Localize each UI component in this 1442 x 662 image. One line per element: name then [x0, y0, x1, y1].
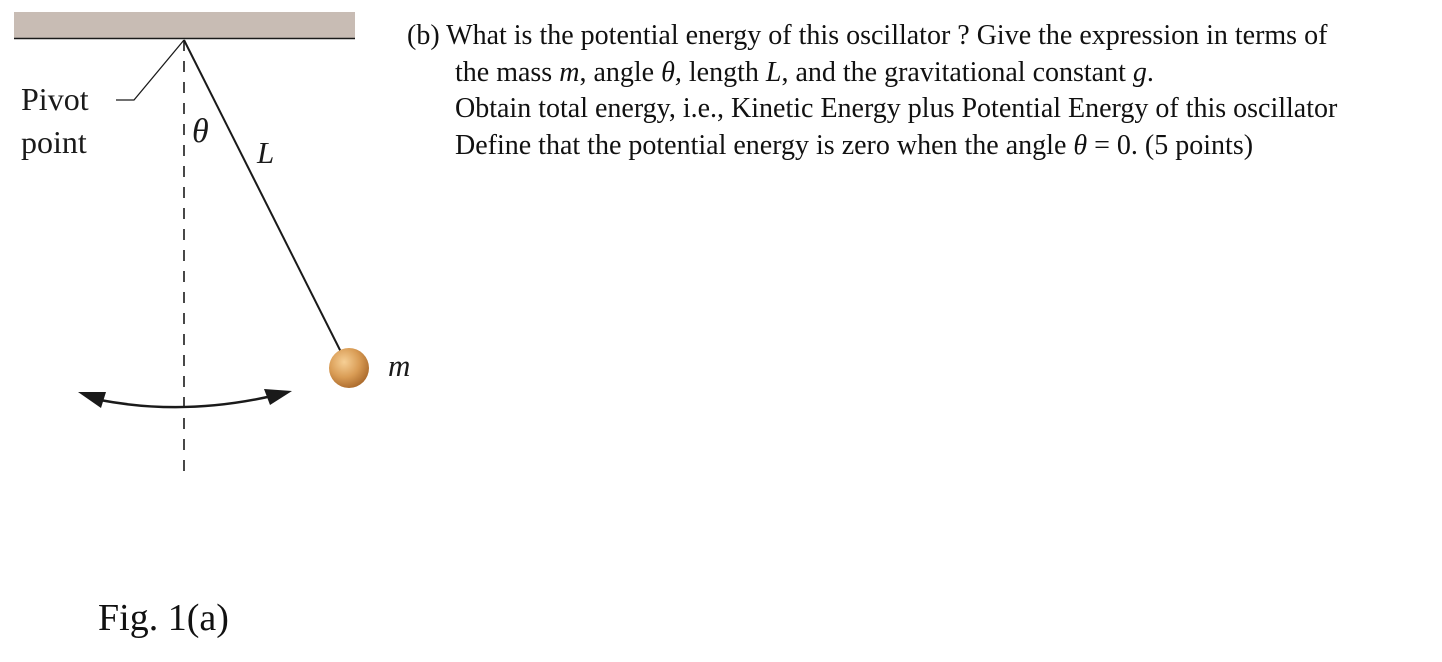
question-line-2-text-c: length — [681, 56, 766, 88]
figure-caption: Fig. 1(a) — [98, 597, 229, 639]
question-text — [407, 18, 1437, 164]
pendulum-string — [184, 40, 345, 360]
swing-arc — [100, 396, 272, 407]
question-line-4 — [407, 128, 1437, 165]
question-line-2-text-a: the mass — [455, 56, 560, 88]
mass-label: m — [388, 348, 411, 383]
question-line-4-text-b: = 0. (5 points) — [1087, 129, 1254, 161]
pendulum-bob — [329, 348, 369, 388]
length-label: L — [257, 135, 275, 170]
variable-g: g — [1132, 56, 1147, 88]
question-line-4-text-a: Define that the potential energy is zero when the angle — [455, 129, 1074, 161]
variable-L: L — [765, 56, 782, 88]
swing-arrowhead-right — [264, 389, 292, 405]
variable-theta: θ, — [661, 56, 682, 88]
swing-arrowhead-left — [78, 392, 106, 408]
pendulum-figure — [0, 0, 420, 662]
variable-theta-zero: θ — [1073, 129, 1088, 161]
question-line-3-text: Obtain total energy, i.e., Kinetic Energy plus Potential Energy of this oscillator — [455, 93, 1338, 124]
pivot-leader-line — [116, 40, 184, 100]
question-line-2 — [407, 55, 1437, 92]
ceiling — [14, 12, 355, 38]
question-line-2-text-b: , angle — [579, 56, 662, 88]
question-line-3 — [407, 91, 1437, 128]
pivot-label-line1: Pivot — [21, 81, 89, 117]
pivot-label-line2: point — [21, 124, 87, 160]
variable-m: m — [559, 56, 580, 88]
question-line-2-text-d: , and the gravitational constant — [781, 56, 1133, 88]
question-line-1-text: (b) What is the potential energy of this oscillator ? Give the expression in terms of — [407, 20, 1328, 51]
question-line-1 — [407, 18, 1437, 55]
angle-label: θ — [192, 113, 209, 150]
question-line-2-text-e: . — [1146, 56, 1154, 88]
